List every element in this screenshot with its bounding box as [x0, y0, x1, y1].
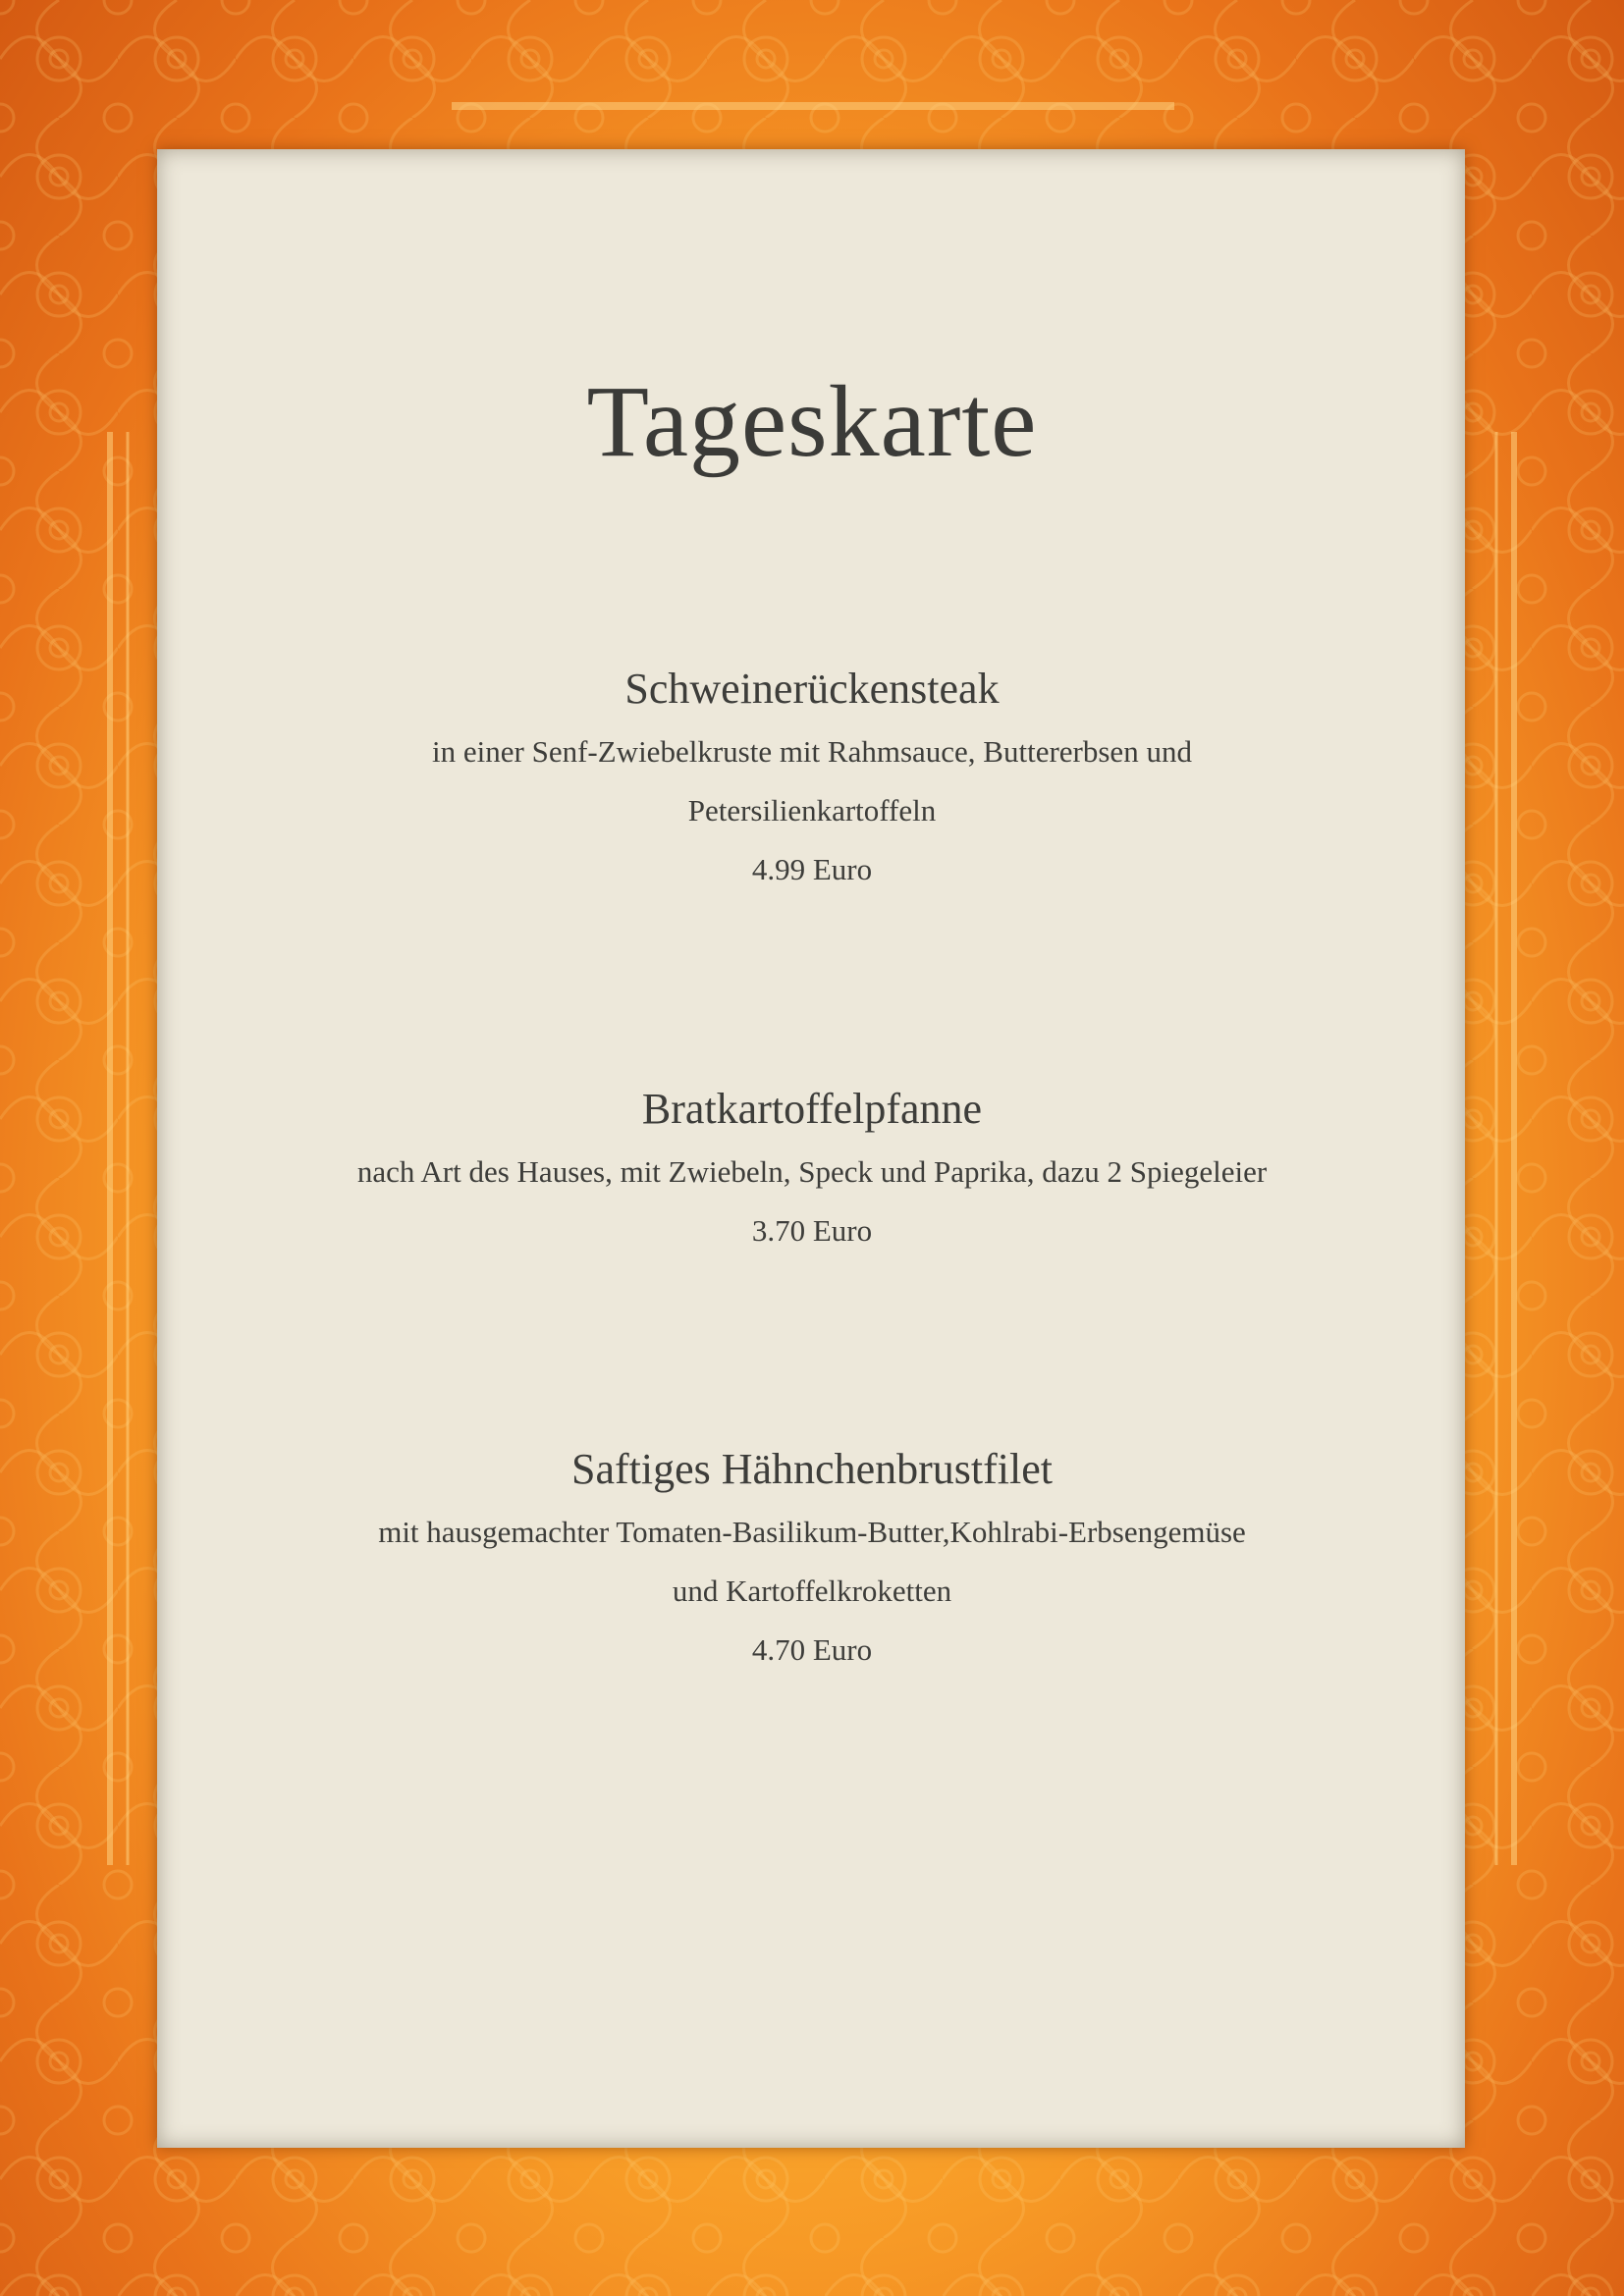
menu-item-name: Bratkartoffelpfanne [641, 1085, 983, 1133]
menu-item-price: 4.70 Euro [751, 1632, 873, 1667]
menu-item-description-line: in einer Senf-Zwiebelkruste mit Rahmsauce, Buttererbsen und [432, 734, 1192, 769]
menu-title: Tageskarte [586, 365, 1038, 478]
menu-item-name: Saftiges Hähnchenbrustfilet [571, 1445, 1053, 1493]
menu-item-name: Schweinerückensteak [624, 665, 1000, 713]
menu-item-description-line: und Kartoffelkroketten [672, 1574, 952, 1608]
menu-item [0, 662, 1624, 899]
menu-item [0, 1082, 1624, 1260]
menu-item-price: 3.70 Euro [751, 1213, 873, 1248]
menu-item-description-line: nach Art des Hauses, mit Zwiebeln, Speck und Paprika, dazu 2 Spiegeleier [356, 1154, 1268, 1189]
menu-item [0, 1442, 1624, 1680]
menu-item-description [321, 1503, 1303, 1621]
menu-item-description [272, 1143, 1352, 1201]
menu-item-description [321, 722, 1303, 840]
menu-item-description-line: mit hausgemachter Tomaten-Basilikum-Butter,Kohlrabi-Erbsengemüse [378, 1515, 1246, 1549]
menu-item-price: 4.99 Euro [751, 852, 873, 886]
menu-item-description-line: Petersilienkartoffeln [687, 793, 937, 828]
